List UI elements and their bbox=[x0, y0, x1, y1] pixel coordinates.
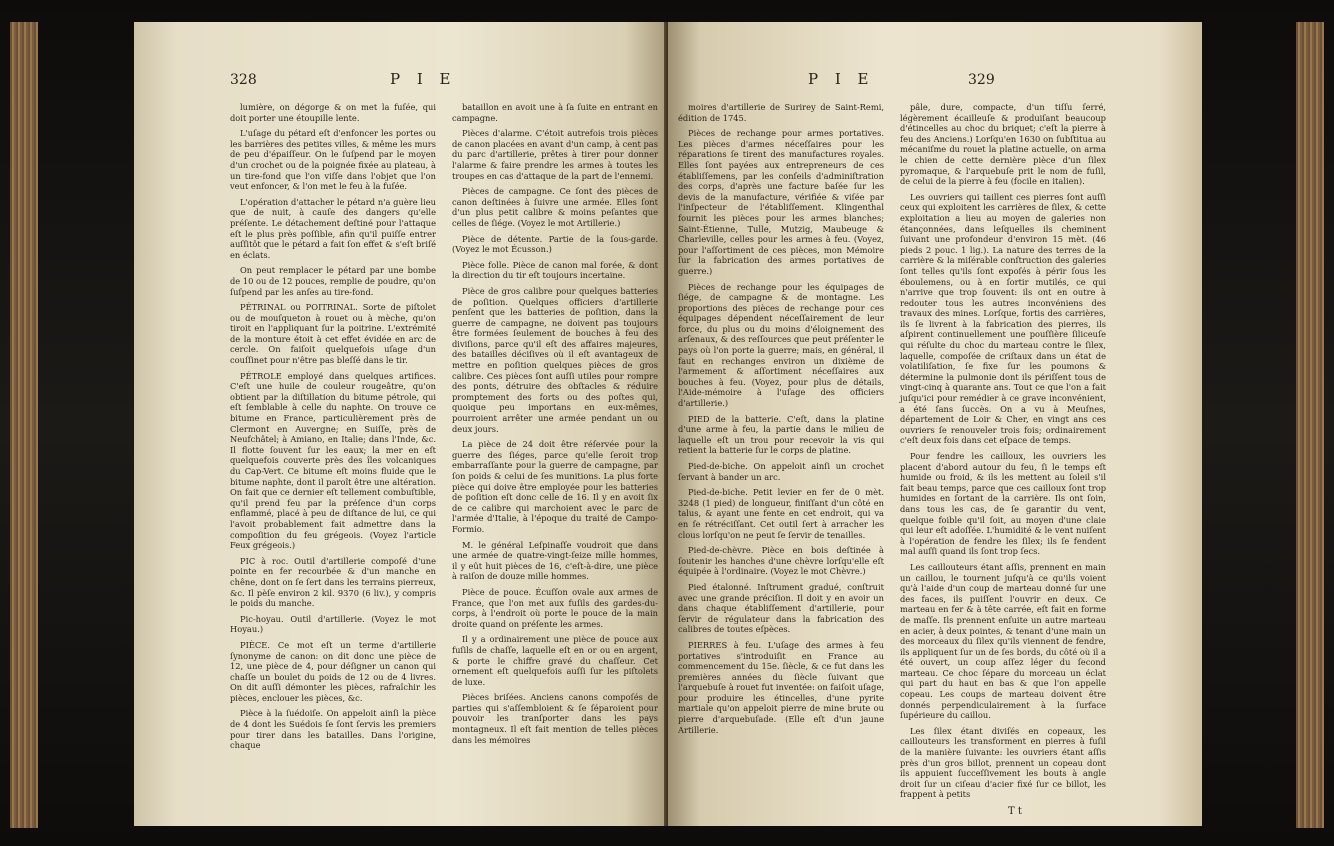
paragraph: Pièces de rechange pour armes portatives. Les pièces d'armes néceſſaires pour les réparations ſe tirent des manufactures royales. Elles ſont payées aux entrepreneurs de ces établiſſemens, par les conſeils d'adminiſtration des corps, d'après une facture baſée ſur les devis de la manufacture, vérifiée & viſée par l'inſpecteur de l'établiſſement. Klingenthal fournit les pièces pour les armes blanches; Saint-Étienne, Tulle, Mutzig, Maubeuge & Charleville, celles pour les armes à feu. (Voyez, pour l'aſſortiment de ces pièces, mon Mémoire ſur la fabrication des armes portatives de guerre.) bbox=[678, 128, 884, 276]
paragraph: PÉTRINAL ou POITRINAL. Sorte de piſtolet ou de mouſqueton à rouet ou à mèche, qu'on tiroit en l'appliquant ſur la poitrine. L'extrémité de la monture étoit à cet effet évidée en arc de cercle. On faiſoit quelquefois uſage d'un couſſinet pour n'être pas bleſſé dans le tir. bbox=[230, 302, 436, 366]
paragraph: PIED de la batterie. C'eſt, dans la platine d'une arme à feu, la partie dans le milieu de laquelle eſt un trou pour recevoir la vis qui retient la batterie ſur le corps de platine. bbox=[678, 413, 884, 456]
left-column-1 bbox=[230, 102, 436, 756]
right-running-head: P I E bbox=[808, 70, 875, 88]
paragraph: Pièces d'alarme. C'étoit autrefois trois pièces de canon placées en avant d'un camp, à cent pas du parc d'artillerie, prêtes à tirer pour donner l'alarme & faire prendre les armes à toutes les troupes en cas d'attaque de la part de l'ennemi. bbox=[452, 128, 658, 181]
paragraph: Il y a ordinairement une pièce de pouce aux fuſils de chaſſe, laquelle eſt en or ou en argent, & porte le chiffre gravé du chaſſeur. Cet ornement eſt quelquefois auſſi ſur les piſtolets de luxe. bbox=[452, 634, 658, 687]
paragraph: La pièce de 24 doit être réſervée pour la guerre des ſiéges, parce qu'elle ſeroit trop embarraſſante pour la guerre de campagne, par ſon poids & celui de ſes munitions. La plus forte pièce qui doive être employée pour les batteries de poſition eſt donc celle de 16. Il y en avoit ſix de ce calibre qui marchoient avec le parc de l'armée d'Italie, à l'époque du traité de Campo-Formio. bbox=[452, 439, 658, 534]
right-page-number: 329 bbox=[968, 72, 995, 88]
paragraph: moires d'artillerie de Surirey de Saint-Remi, édition de 1745. bbox=[678, 102, 884, 123]
paragraph: Les cailloutеurs étant aſſis, prennent en main un caillou, le tournent juſqu'à ce qu'ils voient qu'à l'aide d'un coup de marteau donné ſur une des faces, ils puiſſent l'ouvrir en deux. Ce marteau en fer & à tête carrée, eſt fait en forme de maſſe. Ils prennent enſuite un autre marteau en acier, à deux pointes, & tenant d'une main un des morceaux du ſilex qu'ils viennent de fendre, ils appliquent ſur un de ſes bords, du côté où il a été ouvert, un coup aſſez léger du ſecond marteau. Ce choc ſépare du morceau un éclat qui part du haut en bas & que l'on appelle copeau. Les coups de marteau doivent être donnés perpendiculairement à la ſurface ſupérieure du caillou. bbox=[900, 561, 1106, 721]
paragraph: bataillon en avoit une à ſa ſuite en entrant en campagne. bbox=[452, 102, 658, 123]
paragraph: Pied-de-biche. Petit levier en fer de 0 mèt. 3248 (1 pied) de longueur, finiſſant d'un côté en talus, & ayant une fente en cet endroit, qui va en ſe rétréciſſant. Cet outil ſert à arracher les clous lorſqu'on ne peut ſe ſervir de tenailles. bbox=[678, 487, 884, 540]
paragraph: On peut remplacer le pétard par une bombe de 10 ou de 12 pouces, remplie de poudre, qu'on ſuſpend par les anſes au tire-fond. bbox=[230, 265, 436, 297]
right-page-stack bbox=[1296, 22, 1324, 828]
left-column-2 bbox=[452, 102, 658, 750]
paragraph: Pièces de rechange pour les équipages de ſiége, de campagne & de montagne. Les proportions des pièces de rechange pour ces équipages dépendent néceſſairement de leur force, du plus ou du moins d'éloignement des arſenaux, & des reſſources que peut préſenter le pays où l'on porte la guerre; mais, en général, il faut en rechanges environ un dixième de l'armement & aſſortiment néceſſaires aux bouches à feu. (Voyez, pour plus de détails, l'Aide-mémoire à l'uſage des officiers d'artillerie.) bbox=[678, 281, 884, 409]
paragraph: Les ſilex étant diviſés en copeaux, les caillouteurs les transforment en pierres à fuſil de la manière ſuivante: les ouvriers étant aſſis près d'un gros billot, prennent un copeau dont ils appuient ſucceſſivement les bouts à angle droit ſur un ciſeau d'acier fixé ſur ce billot, les frappent à petits bbox=[900, 725, 1106, 800]
paragraph: Pièces de campagne. Ce ſont des pièces de canon deſtinées à ſuivre une armée. Elles ſont d'un plus petit calibre & moins peſantes que celles de ſiége. (Voyez le mot Artillerie.) bbox=[452, 186, 658, 228]
paragraph: Pièces briſées. Anciens canons compoſés de parties qui s'aſſembloient & ſe ſéparoient pour pouvoir les tranſporter dans les pays montagneux. Il eſt fait mention de telles pièces dans les mémoires bbox=[452, 692, 658, 745]
paragraph: Pièce de pouce. Écuſſon ovale aux armes de France, que l'on met aux fuſils des gardes-du-corps, à l'endroit où porte le pouce de la main droite quand on préſente les armes. bbox=[452, 586, 658, 629]
paragraph: PÉTROLE employé dans quelques artifices. C'eſt une huile de couleur rougeâtre, qu'on obtient par la diſtillation du bitume pétrole, qui eſt ſemblable à celle du naphte. On trouve ce bitume en France, particulièrement près de Clermont en Auvergne; en Suiſſe, près de Neufchâtel; à Amiano, en Italie; dans l'Inde, &c. Il flotte ſouvent ſur les eaux; la mer en eſt quelquefois couverte près des îles volcaniques du Cap-Vert. Ce bitume eſt moins fluide que le bitume naphte, dont il paroît être une altération. On fait que ce dernier eſt tellement combuſtible, qu'il prend feu par la préſence d'un corps enflammé, placé à peu de diſtance de lui, ce qui l'avoit probablement fait admettre dans la compoſition du feu grégeois. (Voyez l'article Feux grégeois.) bbox=[230, 370, 436, 551]
paragraph: Pic-hoyau. Outil d'artillerie. (Voyez le mot Hoyau.) bbox=[230, 613, 436, 635]
paragraph: Pied étalonné. Inſtrument gradué, conſtruit avec une grande préciſion. Il doit y en avoir un dans chaque établiſſement d'artillerie, pour ſervir de régulateur dans la fabrication des calibres de toutes eſpèces. bbox=[678, 581, 884, 635]
paragraph: lumière, on dégorge & on met la fuſée, qui doit porter une étoupille lente. bbox=[230, 102, 436, 123]
paragraph: L'opération d'attacher le pétard n'a guère lieu que de nuit, à cauſe des dangers qu'elle préſente. Le détachement deſtiné pour l'attaque eſt le plus près poſſible, afin qu'il puiſſe entrer auſſitôt que le pétard a fait ſon effet & s'eſt briſé en éclats. bbox=[230, 196, 436, 260]
paragraph: PIÈCE. Ce mot eſt un terme d'artillerie ſynonyme de canon: on dit donc une pièce de 12, une pièce de 4, pour déſigner un canon qui chaſſe un boulet du poids de 12 ou de 4 livres. On dit auſſi démonter les pièces, rafraîchir les pièces, enclouer les pièces, &c. bbox=[230, 639, 436, 703]
left-page bbox=[134, 22, 668, 826]
paragraph: pâle, dure, compacte, d'un tiſſu ſerré, légèrement écailleuſe & produiſant beaucoup d'étincelles au choc du briquet; c'eſt la pierre à feu des Anciens.) Lorſqu'en 1630 on ſubſtitua au mécaniſme du rouet la platine actuelle, on arma le chien de cette dernière pièce d'un ſilex pyromaque, & l'arquebuſe prit le nom de fuſil, de celui de la pierre à feu (focile en italien). bbox=[900, 102, 1106, 187]
right-column-2 bbox=[900, 102, 1106, 805]
paragraph: PIERRES à feu. L'uſage des armes à feu portatives s'introduiſit en France au commencement du 15e. ſiècle, & ce fut dans les premières années du ſiècle ſuivant que l'arquebuſe à rouet fut inventée: on faiſoit uſage, pour produire les étincelles, d'une pyrite martiale qu'on appeloit pierre de mine brute ou pierre d'arquebuſade. (Elle eſt d'un jaune Artillerie. bbox=[678, 639, 884, 735]
paragraph: Pièce folle. Pièce de canon mal forée, & dont la direction du tir eſt toujours incertaine. bbox=[452, 259, 658, 281]
paragraph: Pied-de-chèvre. Pièce en bois deſtinée à ſoutenir les hanches d'une chèvre lorſqu'elle eſt équipée à l'ordinaire. (Voyez le mot Chèvre.) bbox=[678, 545, 884, 577]
left-page-stack bbox=[10, 22, 38, 828]
paragraph: Les ouvriers qui taillent ces pierres ſont auſſi ceux qui exploitent les carrières de ſilex, & cette exploitation a lieu au moyen de galeries non étançonnées, dans leſquelles ils cheminent ſuivant une profondeur d'environ 15 mèt. (46 pieds 2 pouc. 1 lig.). La nature des terres de la carrière & la miſérable conſtruction des galeries ſont telles qu'ils ſont expoſés à périr ſous les éboulemens, ou à en ſortir mutilés, ce qui n'arrive que trop ſouvent: ils ont en outre à redouter tous les autres inconvéniens des travaux des mines. Lorſque, fortis des carrières, ils ſe livrent à la fabrication des pierres, ils aſpirent continuellement une pouſſière ſiliceuſe qui réſulte du choc du marteau contre le ſilex, laquelle, compoſée de criſtaux dans un état de volatiliſation, ſe fixe ſur les poumons & détermine la pulmonie dont ils périſſent tous de vingt-cinq à quarante ans. Tout ce que l'on a fait juſqu'ici pour remédier à ce grave inconvénient, a été ſans ſuccès. On a vu à Meuſnes, département de Loir & Cher, en vingt ans ces ouvriers ſe renouveler trois fois; ordinairement c'eſt deux fois dans cet eſpace de temps. bbox=[900, 191, 1106, 446]
paragraph: L'uſage du pétard eſt d'enfoncer les portes ou les barrières des petites villes, & même les murs de peu d'épaiſſeur. On le ſuſpend par le moyen d'un crochet ou de la poignée fixée au plateau, à un tire-fond que l'on viſſe dans l'objet que l'on veut enfoncer, & l'on met le feu à la fuſée. bbox=[230, 128, 436, 192]
paragraph: Pièce de gros calibre pour quelques batteries de poſition. Quelques officiers d'artillerie penſent que les batteries de poſition, dans la guerre de campagne, ne doivent pas toujours être formées ſeulement de bouches à feu des diviſions, parce qu'il eſt des affaires majeures, des batailles déciſives où il eſt avantageux de mettre en poſition quelques pièces de gros calibre. Ces pièces ſont auſſi utiles pour rompre des ponts, détruire des obſtacles & réduire promptement des forts ou des poſtes qui, quoique peu importans en eux-mêmes, pourroient arrêter une armée pendant un ou deux jours. bbox=[452, 285, 658, 434]
left-page-number: 328 bbox=[230, 72, 257, 88]
paragraph: Pièce à la ſuédoiſe. On appeloit ainſi la pièce de 4 dont les Suédois ſe ſont ſervis les premiers pour tirer dans les batailles. Dans l'origine, chaque bbox=[230, 708, 436, 751]
paragraph: Pied-de-biche. On appeloit ainſi un crochet ſervant à bander un arc. bbox=[678, 461, 884, 482]
paragraph: Pièce de détente. Partie de la ſous-garde. (Voyez le mot Écusson.) bbox=[452, 233, 658, 255]
signature-mark: T t bbox=[1008, 806, 1022, 817]
paragraph: Pour fendre les cailloux, les ouvriers les placent d'abord autour du feu, ſi le temps eſt humide ou froid, & ils les mettent au ſoleil s'il fait beau temps, parce que ces cailloux ſont trop humides en ſortant de la carrière. Ils ont ſoin, dans tous les cas, de ſe garantir du vent, quelque foible qu'il ſoit, au moyen d'une claie qui leur eſt adoſſée. L'humidité & le vent nuiſent à l'opération de fendre les ſilex; ils ſe fendent mal auſſi quand ils ſont trop ſecs. bbox=[900, 451, 1106, 557]
paragraph: M. le général Leſpinaſſe voudroit que dans une armée de quatre-vingt-ſeize mille hommes, il y eût huit pièces de 16, c'eſt-à-dire, une pièce à raiſon de douze mille hommes. bbox=[452, 539, 658, 582]
paragraph: PIC à roc. Outil d'artillerie compoſé d'une pointe en fer recourbée & d'un manche en chêne, dont on ſe ſert dans les terrains pierreux, &c. Il pèſe environ 2 kil. 9370 (6 liv.), y compris le poids du manche. bbox=[230, 555, 436, 609]
right-page bbox=[668, 22, 1202, 826]
right-column-1 bbox=[678, 102, 884, 740]
left-running-head: P I E bbox=[390, 70, 457, 88]
